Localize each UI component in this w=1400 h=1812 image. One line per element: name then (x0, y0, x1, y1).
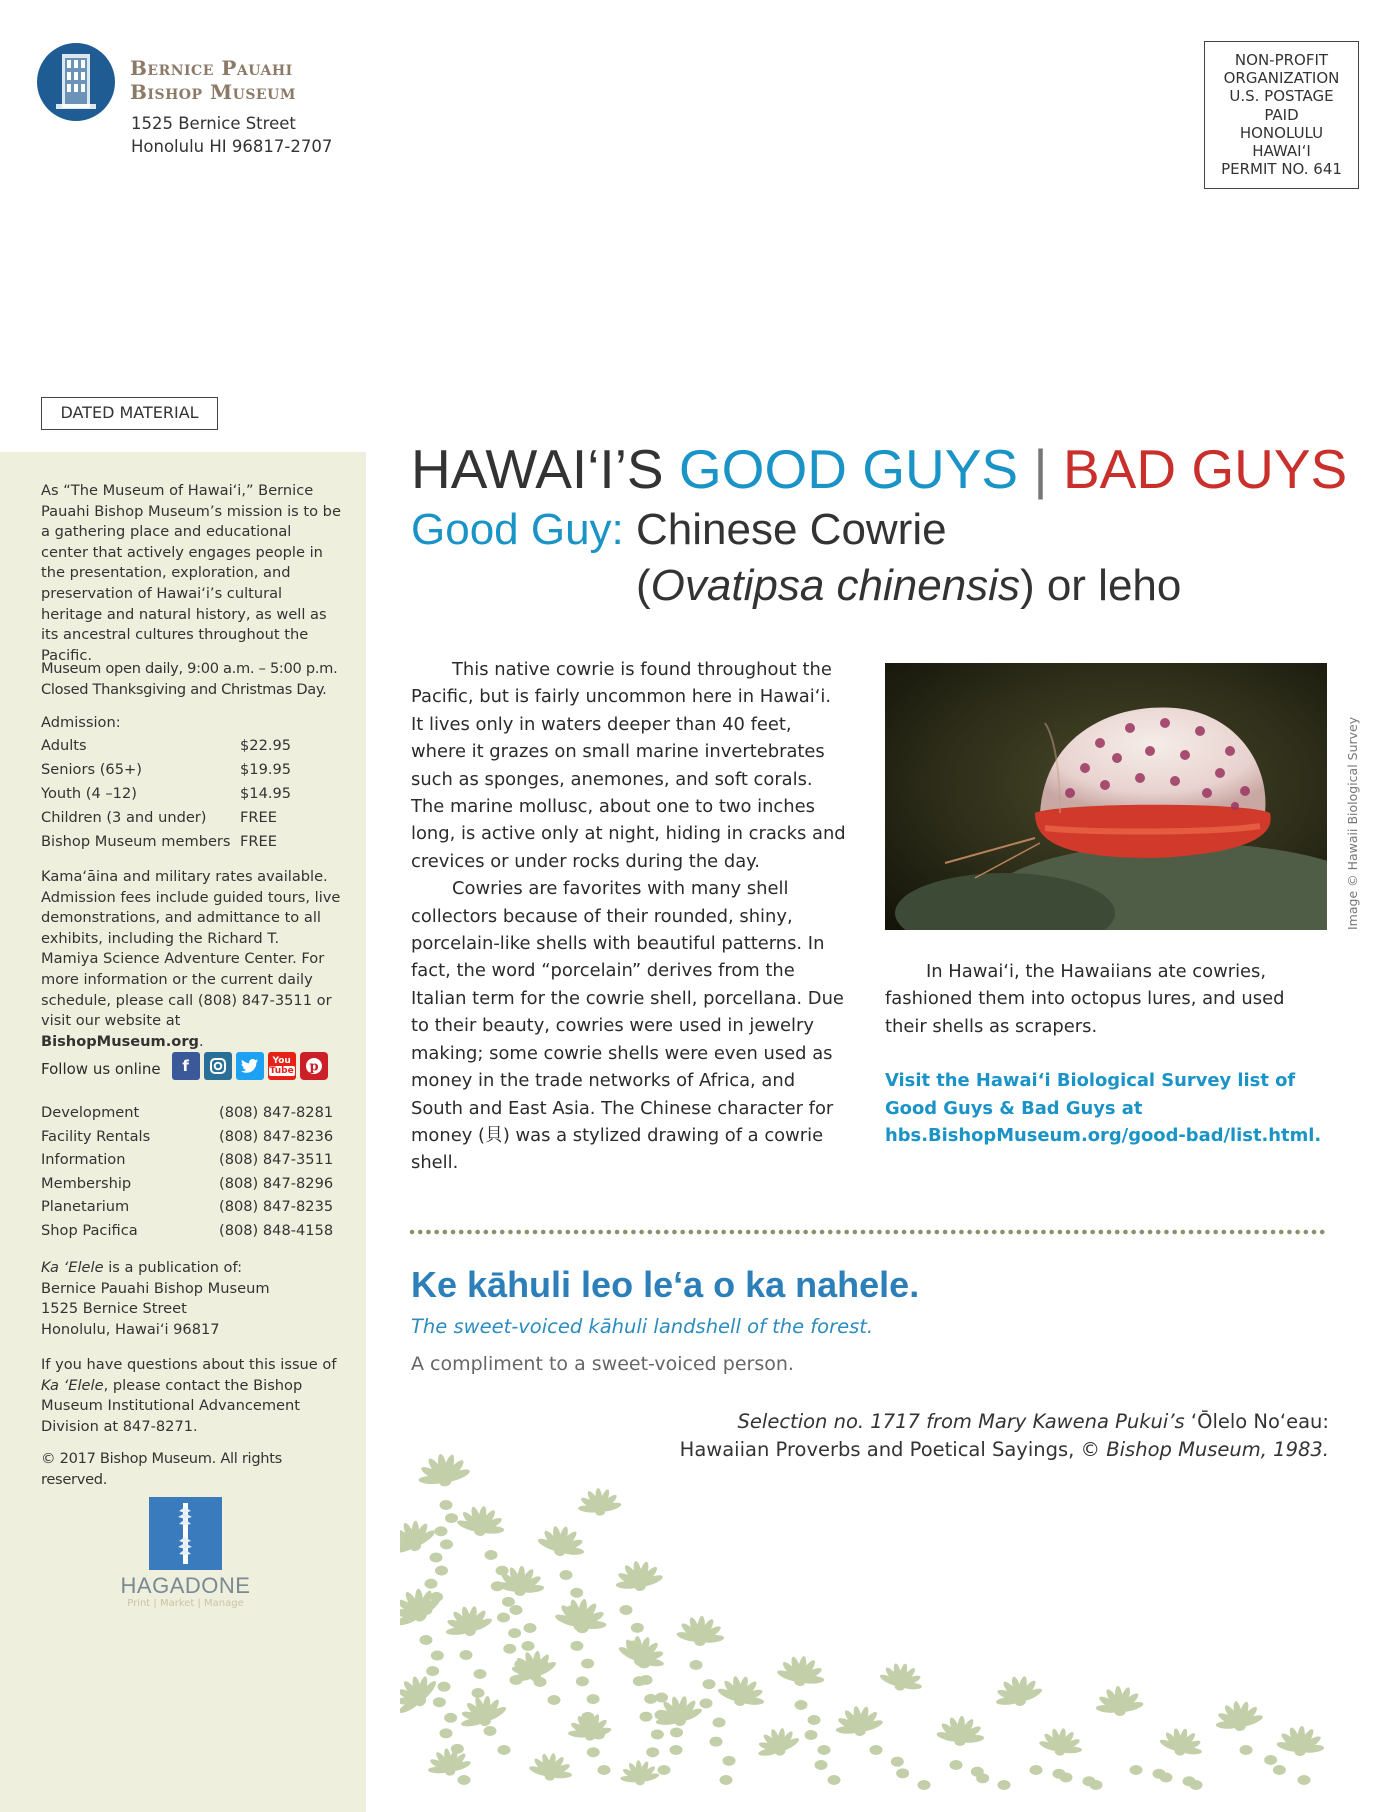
pebble-motif (503, 1644, 516, 1654)
dotted-divider (409, 1229, 1329, 1235)
facebook-icon[interactable]: f (172, 1052, 200, 1080)
pebble-motif (440, 1539, 453, 1549)
postage-line: ORGANIZATION (1223, 69, 1340, 88)
pebble-motif (658, 1765, 671, 1775)
rates-info: Kama‘āina and military rates available. Admission fees include guided tours, live demonstrations, and admittance to all exhibits, including the Richard T. Mamiya Science Adventure Center. For more information or the current daily schedule, please call (808) 847-3511 or visit our website at BishopMuseum.org. (41, 868, 341, 1050)
contact-row: Information (808) 847-3511 (41, 1151, 334, 1169)
museum-emblem-icon (36, 42, 116, 122)
pebble-motif (484, 1726, 497, 1736)
pebble-motif (497, 1613, 510, 1623)
pebble-motif (430, 1553, 443, 1563)
admission-label: Admission: (41, 714, 121, 731)
shell-motif (612, 1557, 665, 1595)
pebble-motif (570, 1641, 583, 1651)
pebble-motif (710, 1737, 723, 1747)
pebble-motif (976, 1773, 989, 1783)
proverb-translation: The sweet-voiced kāhuli landshell of the forest. (411, 1315, 874, 1338)
postage-line: HONOLULU (1239, 123, 1324, 142)
pebble-motif (440, 1728, 453, 1738)
pebble-motif (891, 1757, 904, 1767)
shell-motif (455, 1502, 508, 1540)
follow-us (41, 1052, 332, 1080)
pebble-motif (587, 1747, 600, 1757)
hagadone-leaf-icon (149, 1497, 222, 1570)
shell-motif (832, 1702, 885, 1740)
printer-logo (113, 1497, 258, 1609)
instagram-icon[interactable] (204, 1052, 232, 1080)
pebble-motif (918, 1780, 931, 1790)
pebble-motif (644, 1694, 657, 1704)
pebble-motif (655, 1693, 668, 1703)
shell-motif (990, 1670, 1045, 1712)
pebble-motif (458, 1775, 471, 1785)
pebble-motif (435, 1526, 448, 1536)
pebble-motif (440, 1500, 453, 1510)
shell-motif (877, 1658, 927, 1696)
proverb-source: Selection no. 1717 from Mary Kawena Pukui’s ‘Ōlelo No‘eau: Hawaiian Proverbs and Poetical Sayings, © Bishop Museum, 1983. (679, 1410, 1329, 1461)
photo-credit: Image © Hawaii Biological Survey (1345, 716, 1360, 930)
species-title: Good Guy: Chinese Cowrie (411, 505, 947, 554)
printer-tagline: Print | Market | Manage (127, 1598, 244, 1609)
pebble-motif (631, 1623, 644, 1633)
pebble-motif (700, 1698, 713, 1708)
postage-line: U.S. POSTAGE (1229, 87, 1334, 106)
article-body-left (411, 656, 848, 1177)
pebble-motif (1298, 1775, 1311, 1785)
shell-motif (618, 1759, 660, 1787)
contact-list (41, 1101, 341, 1243)
pebble-motif (445, 1513, 458, 1523)
pebble-motif (1130, 1765, 1143, 1775)
pebble-motif (1030, 1765, 1043, 1775)
shell-motif (1275, 1724, 1326, 1758)
pebble-motif (474, 1669, 487, 1679)
article-paragraph: In Hawai‘i, the Hawaiians ate cowries, fashioned them into octopus lures, and used their shells as scrapers. (885, 961, 1285, 1037)
admission-row: Bishop Museum members FREE (41, 832, 277, 850)
pebble-motif (1273, 1765, 1286, 1775)
pebble-motif (1060, 1773, 1073, 1783)
kahuli-shell-decoration (400, 1450, 1340, 1790)
postage-indicia (1204, 41, 1359, 189)
pebble-motif (570, 1588, 583, 1598)
pebble-motif (433, 1697, 446, 1707)
shell-motif (566, 1711, 613, 1742)
pebble-motif (828, 1775, 841, 1785)
pebble-motif (818, 1745, 831, 1755)
pebble-motif (646, 1747, 659, 1757)
contact-row: Facility Rentals (808) 847-8236 (41, 1127, 334, 1145)
pebble-motif (690, 1660, 703, 1670)
pebble-motif (522, 1641, 535, 1651)
pebble-motif (560, 1570, 573, 1580)
pebble-motif (508, 1628, 521, 1638)
admission-row: Youth (4 –12) $14.95 (41, 784, 292, 802)
questions-info: If you have questions about this issue of Ka ‘Elele, please contact the Bishop Museum Institutional Advancement Division at 847-8271. (41, 1356, 337, 1435)
pebble-motif (651, 1729, 664, 1739)
shell-motif (1094, 1684, 1145, 1718)
pebble-motif (598, 1765, 611, 1775)
pebble-motif (438, 1682, 451, 1692)
proverb-meaning: A compliment to a sweet-voiced person. (411, 1353, 794, 1375)
svg-text:p: p (309, 1059, 319, 1075)
contact-row: Development (808) 847-8281 (41, 1104, 334, 1121)
pebble-motif (576, 1676, 589, 1686)
pebble-motif (1264, 1755, 1277, 1765)
pebble-motif (808, 1715, 821, 1725)
pebble-motif (460, 1650, 473, 1660)
pebble-motif (426, 1666, 439, 1676)
publication-info: Ka ‘Elele is a publication of: Bernice Pauahi Bishop Museum 1525 Bernice Street Honolulu, Hawai‘i 96817 (41, 1259, 270, 1338)
contact-row: Planetarium (808) 847-8235 (41, 1198, 334, 1216)
shell-motif (527, 1749, 576, 1784)
pebble-motif (795, 1700, 808, 1710)
shell-motif (440, 1600, 495, 1642)
pebble-motif (1240, 1745, 1253, 1755)
pebble-motif (1090, 1780, 1103, 1790)
cowrie-photo (885, 663, 1327, 930)
pebble-motif (420, 1635, 433, 1645)
pebble-motif (587, 1694, 600, 1704)
contact-row: Shop Pacifica (808) 848-4158 (41, 1221, 334, 1239)
dated-material-label: DATED MATERIAL (41, 397, 218, 430)
pebble-motif (431, 1651, 444, 1661)
shell-motif (1212, 1697, 1265, 1735)
pebble-motif (815, 1760, 828, 1770)
printer-name: HAGADONE (120, 1573, 251, 1598)
pebble-motif (472, 1688, 485, 1698)
contact-row: Membership (808) 847-8296 (41, 1174, 334, 1192)
pebble-motif (1160, 1773, 1173, 1783)
shell-motif (675, 1614, 726, 1648)
pebble-motif (620, 1605, 633, 1615)
mission-statement: As “The Museum of Hawai‘i,” Bernice Pauahi Bishop Museum’s mission is to be a gathering place and educational center that actively engages people in the presentation, exploration, and preservation of Hawai‘i’s cultural heritage and natural history, as well as its ancestral cultures throughout the Pacific. (41, 482, 341, 664)
pebble-motif (870, 1745, 883, 1755)
pebble-motif (713, 1718, 726, 1728)
article-paragraph: Cowries are favorites with many shell collectors because of their rounded, shiny, porcelain-like shells with beautiful patterns. In fact, the word “porcelain” derives from the Italian term for the cowrie shell, porcellana. Due to their beauty, cowries were used in jewelry making; some cowrie shells were even used as money in the trade networks of Africa, and South and East Asia. The Chinese character for money (貝) was a stylized drawing of a cowrie shell. (411, 878, 844, 1174)
museum-name: Bernice Pauahi Bishop Museum (130, 56, 296, 104)
proverb-hawaiian: Ke kāhuli leo le‘a o ka nahele. (411, 1264, 920, 1305)
pebble-motif (896, 1768, 909, 1778)
pinterest-icon[interactable] (300, 1052, 328, 1080)
mailing-address: 1525 Bernice Street Honolulu HI 96817-2707 (131, 114, 333, 156)
twitter-icon[interactable] (236, 1052, 264, 1080)
shell-motif (775, 1652, 828, 1690)
pebble-motif (510, 1605, 523, 1615)
shell-motif (414, 1450, 472, 1491)
species-scientific-name: (Ovatipsa chinensis) or leho (636, 561, 1182, 610)
pebble-motif (670, 1728, 683, 1738)
admission-row: Children (3 and under) FREE (41, 808, 277, 826)
postage-line: HAWAI‘I (1252, 142, 1311, 161)
headline: HAWAI‘I’S GOOD GUYS | BAD GUYS (411, 438, 1348, 500)
pebble-motif (502, 1597, 515, 1607)
pebble-motif (435, 1566, 448, 1576)
pebble-motif (998, 1780, 1011, 1790)
pebble-motif (640, 1675, 653, 1685)
youtube-icon[interactable]: You Tube (268, 1052, 296, 1080)
website-link[interactable]: BishopMuseum.org (41, 1032, 199, 1050)
shell-motif (1157, 1723, 1207, 1761)
postage-line: NON-PROFIT (1234, 51, 1329, 69)
pebble-motif (524, 1623, 537, 1633)
pebble-motif (640, 1712, 653, 1722)
admission-table (41, 713, 341, 854)
pebble-motif (425, 1579, 438, 1589)
admission-row: Adults $22.95 (41, 736, 292, 754)
shell-motif (535, 1520, 590, 1562)
pebble-motif (498, 1745, 511, 1755)
shell-motif (752, 1722, 803, 1763)
museum-hours: Museum open daily, 9:00 a.m. – 5:00 p.m. Closed Thanksgiving and Christmas Day. (41, 660, 338, 698)
pebble-motif (703, 1679, 716, 1689)
shell-motif (715, 1670, 770, 1712)
pebble-motif (950, 1760, 963, 1770)
pebble-motif (548, 1695, 561, 1705)
postage-line: PERMIT NO. 641 (1221, 160, 1342, 179)
shell-motif (576, 1486, 623, 1517)
shell-motif (553, 1594, 611, 1636)
article-paragraph: This native cowrie is found throughout the Pacific, but is fairly uncommon here in Hawai‘i. It lives only in waters deeper than 40 feet, where it grazes on small marine invertebrates such as sponges, anemones, and soft corals. The marine mollusc, about one to two inches long, is active only at night, hiding in cracks and crevices or under rocks during the day. (411, 659, 846, 872)
article-body-right (885, 958, 1330, 1149)
pebble-motif (720, 1775, 733, 1785)
admission-row: Seniors (65+) $19.95 (41, 760, 292, 778)
pebble-motif (1190, 1780, 1203, 1790)
pebble-motif (670, 1745, 683, 1755)
follow-label: Follow us online (41, 1060, 161, 1078)
shell-motif (935, 1714, 986, 1748)
survey-link[interactable]: Visit the Hawai‘i Biological Survey list of Good Guys & Bad Guys at hbs.BishopMuseum.org/good-bad/list.html. (885, 1070, 1322, 1147)
shell-motif (424, 1744, 473, 1779)
pebble-motif (485, 1550, 498, 1560)
pebble-motif (444, 1713, 457, 1723)
pebble-motif (805, 1730, 818, 1740)
pebble-motif (581, 1659, 594, 1669)
shell-motif (400, 1579, 446, 1634)
pebble-motif (723, 1756, 736, 1766)
postage-line: PAID (1264, 105, 1299, 124)
shell-motif (1037, 1724, 1086, 1759)
copyright: © 2017 Bishop Museum. All rights reserved. (41, 1450, 282, 1488)
